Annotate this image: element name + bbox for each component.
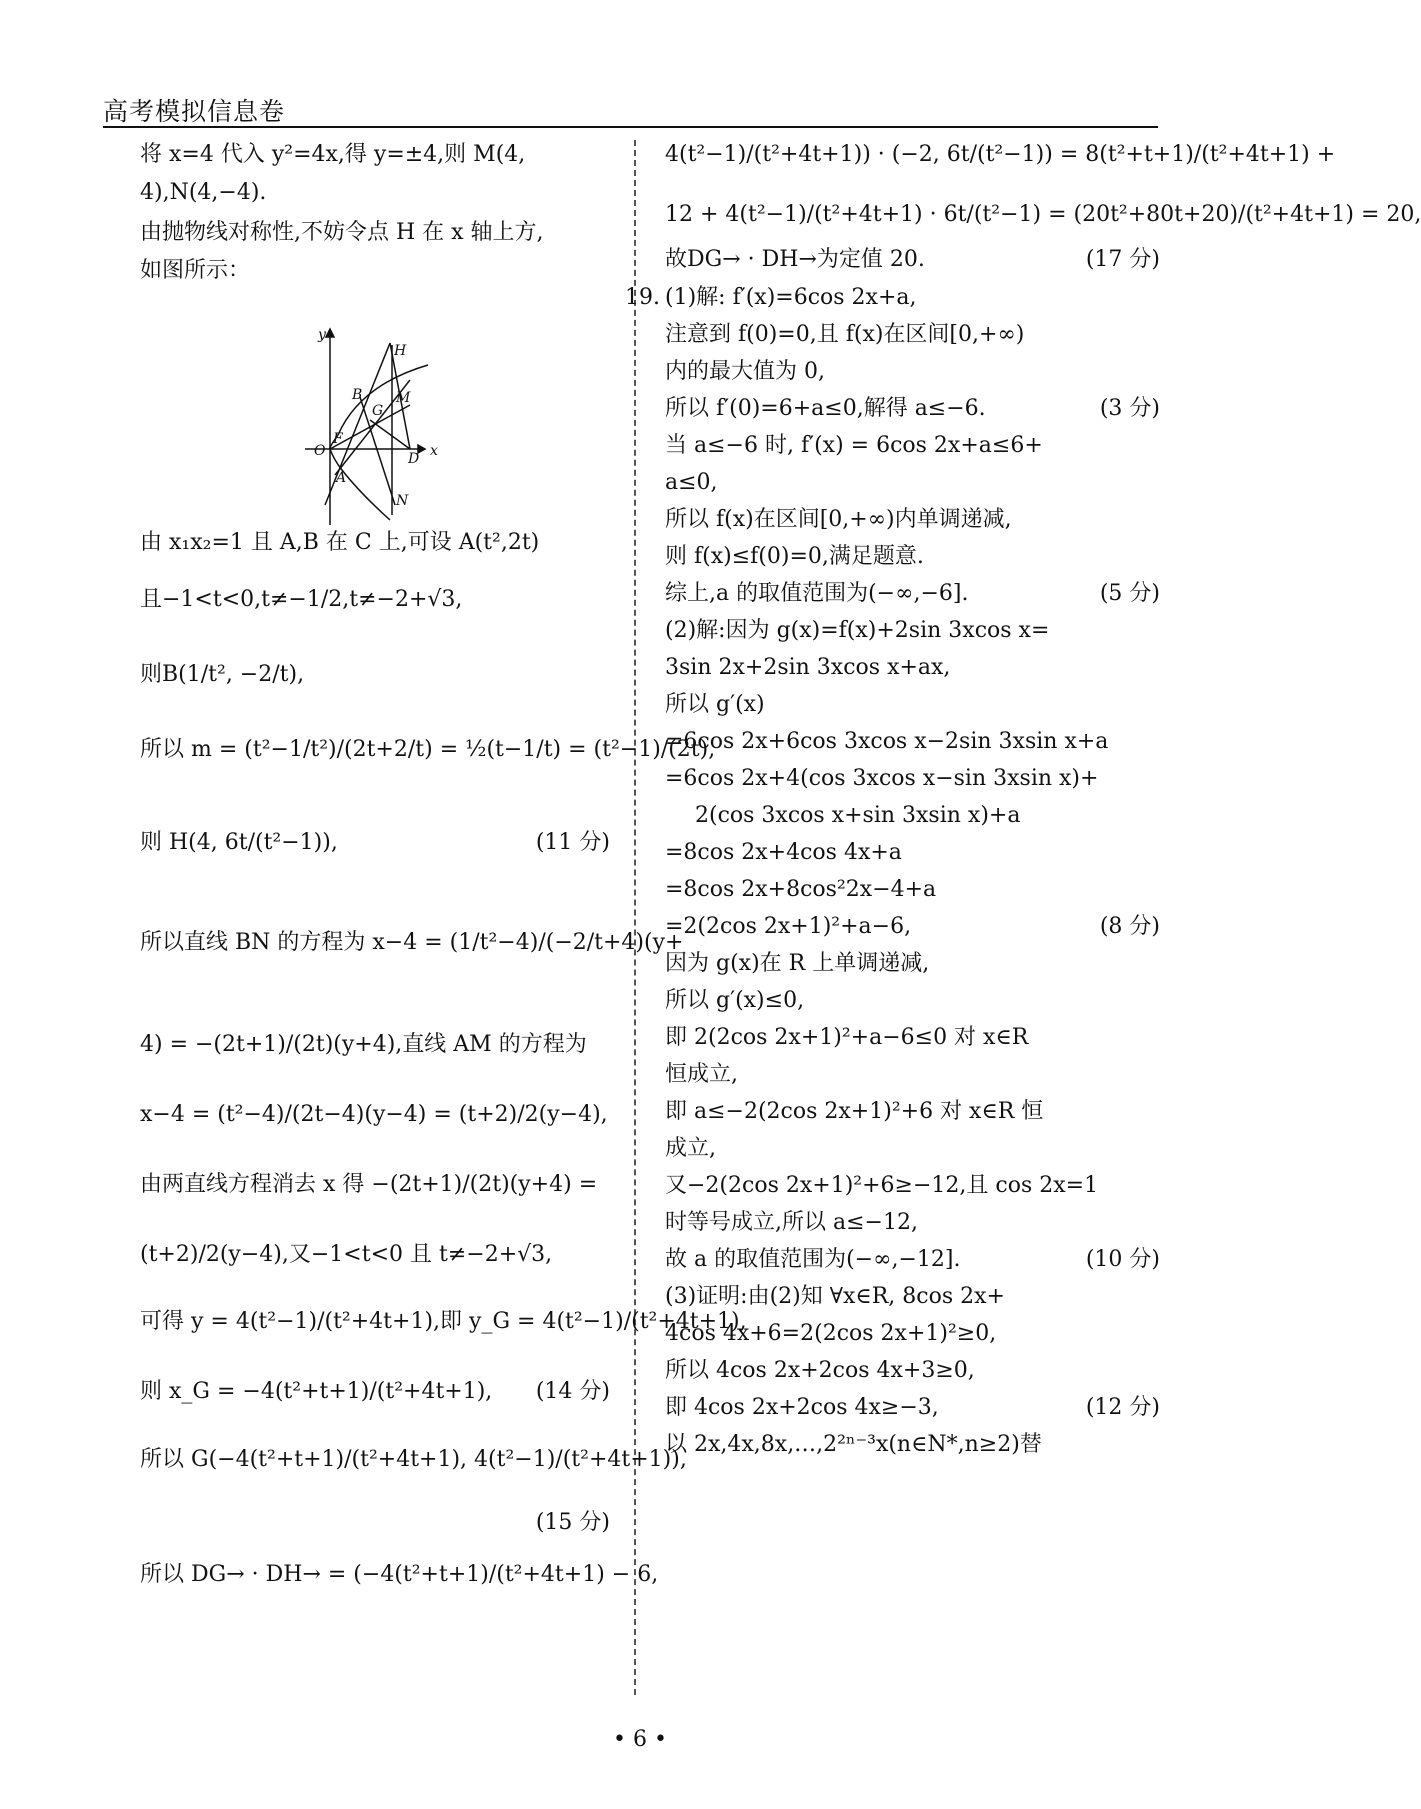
fig-label-m: M	[396, 390, 411, 406]
text-line: 4(t²−1)/(t²+4t+1)) · (−2, 6t/(t²−1)) = 8(t²+t+1)/(t²+4t+1) +	[665, 142, 1336, 167]
text-line: (3)证明:由(2)知 ∀x∈R, 8cos 2x+	[665, 1284, 1005, 1309]
text-line: 且−1<t<0,t≠−1/2,t≠−2+√3,	[140, 587, 463, 612]
text-line: 即 2(2cos 2x+1)²+a−6≤0 对 x∈R	[665, 1025, 1029, 1050]
score-marker: (8 分)	[1099, 914, 1160, 939]
text-line: 4cos 4x+6=2(2cos 2x+1)²≥0,	[665, 1321, 997, 1346]
text-line: 则 x_G = −4(t²+t+1)/(t²+4t+1),	[140, 1379, 493, 1404]
text-line: 故DG→ · DH→为定值 20.	[665, 247, 925, 272]
text-line: 恒成立,	[665, 1062, 738, 1087]
question-number: 19.	[625, 285, 660, 310]
text-line: 所以 f′(0)=6+a≤0,解得 a≤−6.	[665, 396, 986, 421]
fig-label-n: N	[396, 493, 409, 509]
text-line: 时等号成立,所以 a≤−12,	[665, 1210, 918, 1235]
text-line: 即 a≤−2(2cos 2x+1)²+6 对 x∈R 恒	[665, 1099, 1044, 1124]
line-ab	[325, 343, 390, 505]
text-line: 当 a≤−6 时, f′(x) = 6cos 2x+a≤6+	[665, 433, 1043, 458]
score-marker: (17 分)	[1085, 247, 1160, 272]
text-line: 内的最大值为 0,	[665, 359, 825, 384]
y-axis-arrow	[326, 329, 334, 337]
text-line: 如图所示：	[140, 258, 251, 283]
text-line: 所以直线 BN 的方程为 x−4 = (1/t²−4)/(−2/t+4)(y+	[140, 930, 684, 955]
text-line: 可得 y = 4(t²−1)/(t²+4t+1),即 y_G = 4(t²−1)/(t²+4t+1),	[140, 1309, 747, 1334]
parabola-curve	[330, 365, 428, 520]
fig-label-b: B	[352, 387, 363, 403]
text-line: 所以 m = (t²−1/t²)/(2t+2/t) = ½(t−1/t) = (t²−1)/(2t),	[140, 737, 716, 762]
text-line: 将 x=4 代入 y²=4x,得 y=±4,则 M(4,	[140, 142, 526, 167]
text-line: x−4 = (t²−4)/(2t−4)(y−4) = (t+2)/2(y−4),	[140, 1102, 608, 1127]
text-line: =8cos 2x+8cos²2x−4+a	[665, 877, 937, 902]
text-line: 4) = −(2t+1)/(2t)(y+4),直线 AM 的方程为	[140, 1032, 587, 1057]
text-line: 故 a 的取值范围为(−∞,−12].	[665, 1247, 961, 1272]
score-marker: (10 分)	[1085, 1247, 1160, 1272]
fig-label-y: y	[318, 327, 326, 343]
fig-label-a: A	[336, 470, 347, 486]
text-line: 所以 DG→ · DH→ = (−4(t²+t+1)/(t²+4t+1) − 6,	[140, 1562, 659, 1587]
text-line: 由 x₁x₂=1 且 A,B 在 C 上,可设 A(t²,2t)	[140, 530, 540, 555]
parabola-figure	[300, 325, 460, 525]
fig-label-f: F	[333, 431, 343, 447]
score-marker: (3 分)	[1099, 396, 1160, 421]
text-line: =2(2cos 2x+1)²+a−6,	[665, 914, 912, 939]
score-marker: (14 分)	[535, 1379, 610, 1404]
text-line: 以 2x,4x,8x,…,2²ⁿ⁻³x(n∈N*,n≥2)替	[665, 1432, 1042, 1457]
fig-label-o: O	[314, 443, 326, 459]
score-marker: (11 分)	[535, 830, 610, 855]
text-line: 综上,a 的取值范围为(−∞,−6].	[665, 581, 969, 606]
fig-label-g: G	[372, 403, 384, 419]
text-line: 因为 g(x)在 R 上单调递减,	[665, 951, 930, 976]
text-line: 由抛物线对称性,不妨令点 H 在 x 轴上方,	[140, 220, 544, 245]
score-marker: (15 分)	[535, 1510, 610, 1535]
score-marker: (5 分)	[1099, 581, 1160, 606]
text-line: 12 + 4(t²−1)/(t²+4t+1) · 6t/(t²−1) = (20t²+80t+20)/(t²+4t+1) = 20,	[665, 202, 1421, 227]
text-line: 成立,	[665, 1136, 716, 1161]
text-line: 注意到 f(0)=0,且 f(x)在区间[0,+∞)	[665, 322, 1025, 347]
text-line: =6cos 2x+4(cos 3xcos x−sin 3xsin x)+	[665, 766, 1099, 791]
fig-label-d: D	[408, 451, 420, 467]
score-marker: (12 分)	[1085, 1395, 1160, 1420]
text-line: 则 f(x)≤f(0)=0,满足题意.	[665, 544, 924, 569]
text-line: 所以 g′(x)≤0,	[665, 988, 805, 1013]
text-line: 则B(1/t², −2/t),	[140, 662, 305, 687]
text-line: 又−2(2cos 2x+1)²+6≥−12,且 cos 2x=1	[665, 1173, 1099, 1198]
text-line: 所以 g′(x)	[665, 692, 765, 717]
text-line: (1)解: f′(x)=6cos 2x+a,	[665, 285, 917, 310]
text-line: =6cos 2x+6cos 3xcos x−2sin 3xsin x+a	[665, 729, 1109, 754]
text-line: a≤0,	[665, 470, 718, 495]
text-line: 则 H(4, 6t/(t²−1)),	[140, 830, 338, 855]
text-line: (2)解:因为 g(x)=f(x)+2sin 3xcos x=	[665, 618, 1050, 643]
text-line: 即 4cos 2x+2cos 4x≥−3,	[665, 1395, 939, 1420]
text-line: 所以 f(x)在区间[0,+∞)内单调递减,	[665, 507, 1012, 532]
page-number: • 6 •	[613, 1727, 667, 1752]
text-line: 由两直线方程消去 x 得 −(2t+1)/(2t)(y+4) =	[140, 1172, 598, 1197]
header-title: 高考模拟信息卷	[103, 97, 286, 126]
text-line: 所以 G(−4(t²+t+1)/(t²+4t+1), 4(t²−1)/(t²+4t+1)),	[140, 1447, 687, 1472]
text-line: (t+2)/2(y−4),又−1<t<0 且 t≠−2+√3,	[140, 1242, 553, 1267]
fig-label-h: H	[394, 343, 407, 359]
text-line: 所以 4cos 2x+2cos 4x+3≥0,	[665, 1358, 975, 1383]
fig-label-x: x	[430, 443, 438, 459]
page-header	[103, 92, 1158, 128]
text-line: =8cos 2x+4cos 4x+a	[665, 840, 902, 865]
text-line: 4),N(4,−4).	[140, 180, 267, 205]
text-line: 3sin 2x+2sin 3xcos x+ax,	[665, 655, 951, 680]
text-line: 2(cos 3xcos x+sin 3xsin x)+a	[695, 803, 1021, 828]
